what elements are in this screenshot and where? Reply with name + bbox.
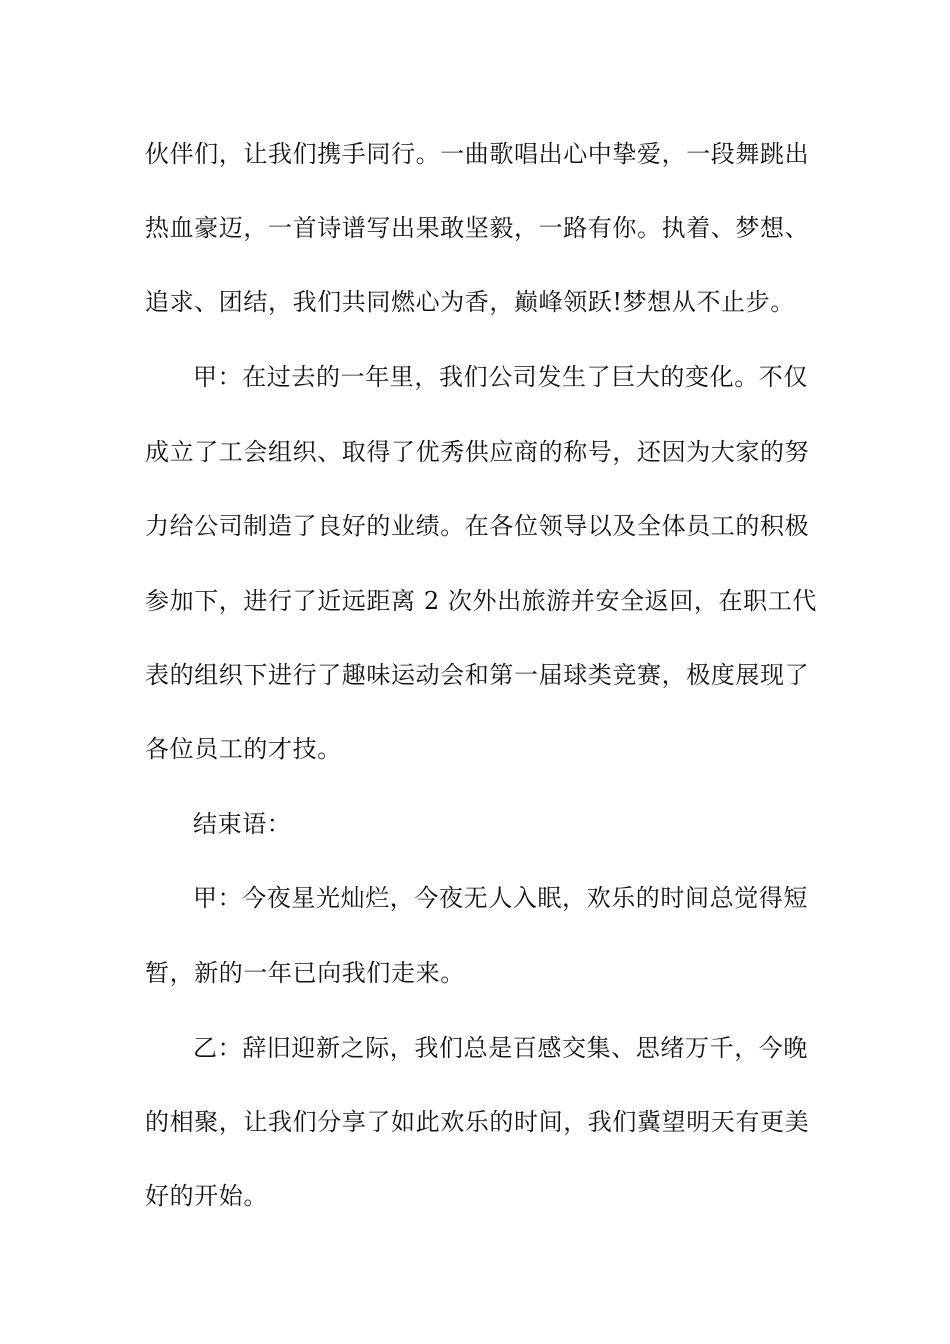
paragraph-line: 成立了工会组织、取得了优秀供应商的称号，还因为大家的努	[145, 438, 810, 466]
paragraph-line: 好的开始。	[145, 1182, 268, 1210]
paragraph-line: 的相聚，让我们分享了如此欢乐的时间，我们冀望明天有更美	[145, 1108, 810, 1136]
paragraph-line: 追求、团结，我们共同燃心为香，巅峰领跃!梦想从不止步。	[145, 288, 795, 316]
paragraph-line: 热血豪迈，一首诗谱写出果敢坚毅，一路有你。执着、梦想、	[145, 214, 810, 242]
paragraph-line: 表的组织下进行了趣味运动会和第一届球类竞赛，极度展现了	[145, 661, 810, 689]
section-heading: 结束语：	[193, 810, 292, 838]
paragraph-line: 伙伴们，让我们携手同行。一曲歌唱出心中挚爱，一段舞跳出	[145, 140, 810, 168]
paragraph-line: 暂，新的一年已向我们走来。	[145, 959, 465, 987]
paragraph-line: 乙：辞旧迎新之际，我们总是百感交集、思绪万千，今晚	[193, 1034, 808, 1062]
paragraph-line: 各位员工的才技。	[145, 735, 342, 763]
paragraph-line: 力给公司制造了良好的业绩。在各位领导以及全体员工的积极	[145, 512, 810, 540]
paragraph-line: 参加下，进行了近远距离 2 次外出旅游并安全返回，在职工代	[145, 587, 817, 615]
paragraph-line: 甲：今夜星光灿烂，今夜无人入眠，欢乐的时间总觉得短	[193, 884, 808, 912]
paragraph-line: 甲：在过去的一年里，我们公司发生了巨大的变化。不仅	[193, 363, 808, 391]
